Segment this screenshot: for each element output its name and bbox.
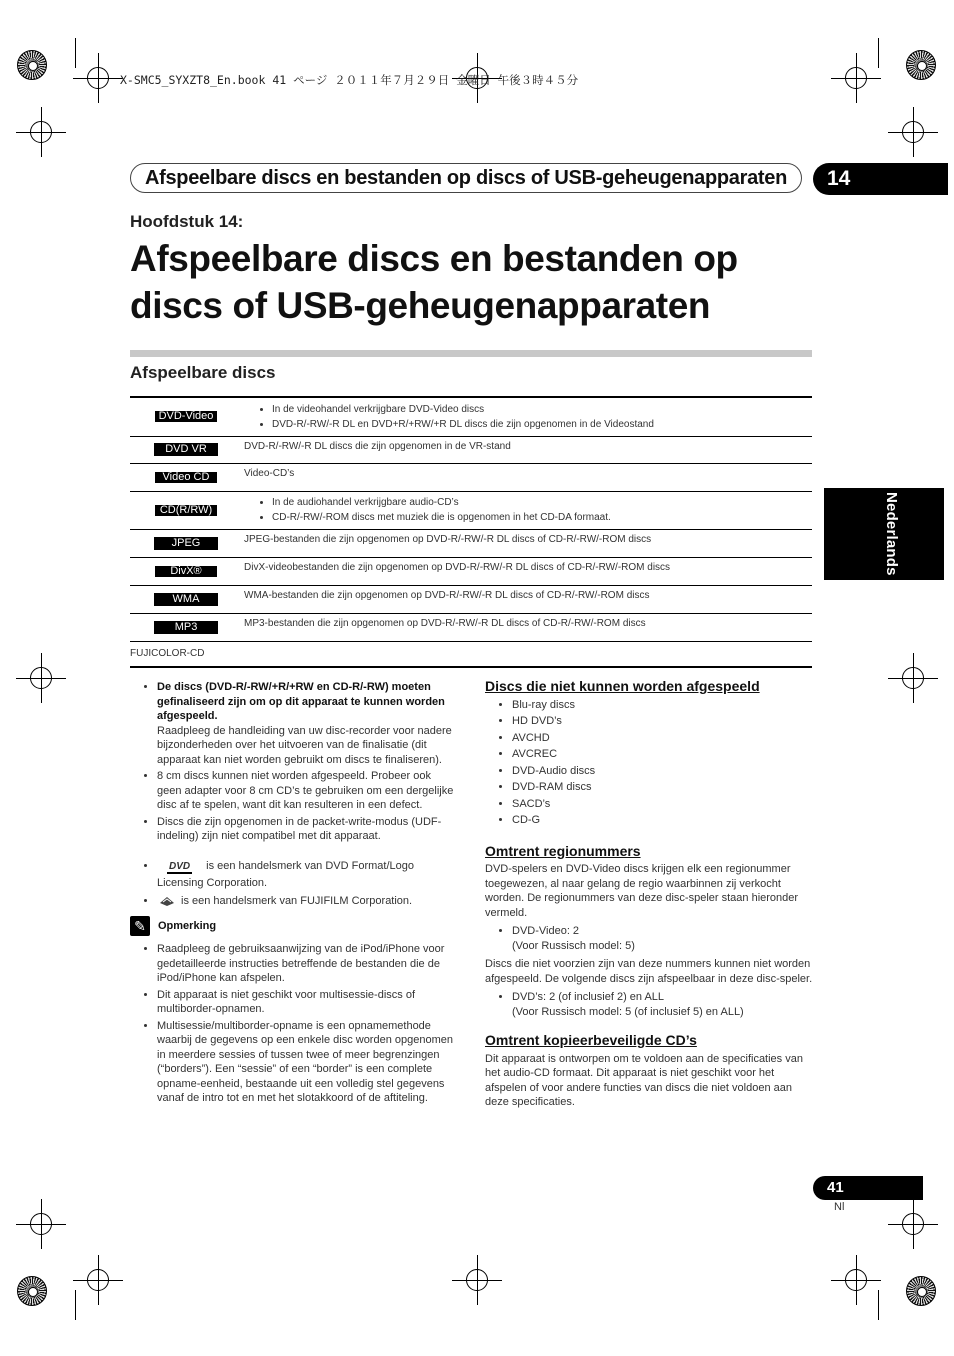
disc-table [130,396,812,668]
trim-line [878,38,879,68]
note-title: Opmerking [158,919,217,932]
table-row [130,397,812,436]
list-item: • In de videohandel verkrijgbare DVD-Video discs [272,402,812,417]
crosshair-mark [16,107,66,157]
divx-logo: DivX® [154,565,218,578]
crosshair-mark [73,53,123,103]
list-item: • Raadpleeg de gebruiksaanwijzing van de iPod/iPhone voor gedetailleerde instructies betreffende de bestanden die de iPod/iPhone kan afspelen. [157,942,456,986]
list-item: • In de audiohandel verkrijgbare audio-CD’s [272,495,812,510]
crosshair-mark [831,53,881,103]
dvd-logo: DVD [169,860,191,872]
chapter-title-line2: discs of USB-geheugenapparaten [130,285,711,326]
crosshair-mark [888,1199,938,1249]
list-item: • CD-G [512,813,813,828]
running-header-title: Afspeelbare discs en bestanden op discs of USB-geheugenapparaten [130,163,802,193]
right-column [485,679,813,1110]
region-dvds: • DVD’s: 2 (of inclusief 2) en ALL [512,991,665,1003]
registration-rosette-bottom-right [906,1276,936,1306]
table-row [130,585,812,613]
list-item [157,894,456,909]
list-item: • Discs die zijn opgenomen in de packet-write-modus (UDF-indeling) zijn niet compatibel met dit apparaat. [157,815,456,844]
list-item: • DVD-Audio discs [512,764,813,779]
left-column [130,680,456,1108]
copy-protected-text: Dit apparaat is ontworpen om te voldoen aan de specificaties van het audio-CD formaat. Dit apparaat is niet geschikt voor het afspelen of voor andere functies van discs die niet voldoen aan deze specificaties. [485,1052,803,1108]
region-dvds-russian: (Voor Russisch model: 5 (of inclusief 5) en ALL) [512,1005,744,1018]
list-item: • CD-R/-RW/-ROM discs met muziek die is opgenomen in het CD-DA formaat. [272,510,812,525]
region-paragraph-2: Discs die niet voorzien zijn van deze nummers kunnen niet worden afgespeeld. De volgende discs zijn afspeelbaar in deze disc-speler. [485,958,813,985]
dvd-video-logo: DVD-Video [154,410,218,423]
fuji-trademark-text: is een handelsmerk van FUJIFILM Corporation. [181,894,413,907]
section-title: Afspeelbare discs [130,363,276,382]
list-item: • Dit apparaat is niet geschikt voor multisessie-discs of multiborder-opnamen. [157,988,456,1017]
region-paragraph: DVD-spelers en DVD-Video discs krijgen elk een regionummer toegewezen, al naar gelang de regio waarbinnen zij verkocht worden. De regionummers van deze disc-speler staan hieronder vermeld. [485,863,799,919]
table-cell: MP3-bestanden die zijn opgenomen op DVD-R/-RW/-R DL discs of CD-R/-RW/-ROM discs [242,613,812,641]
region-dvd-video: • DVD-Video: 2 [512,925,580,937]
note-icon: ✎ [130,916,150,936]
region-dvd-video-russian: (Voor Russisch model: 5) [512,939,635,952]
copy-protected-heading: Omtrent kopieerbeveiligde CD’s [485,1032,697,1048]
language-side-tab [824,488,944,580]
dvd-vr-logo: DVD VR [154,443,218,456]
registration-rosette-bottom-left [17,1276,47,1306]
chapter-number-tab: 14 [813,163,948,195]
table-cell: WMA-bestanden die zijn opgenomen op DVD-R/-RW/-R DL discs of CD-R/-RW/-ROM discs [242,585,812,613]
nonplayable-heading: Discs die niet kunnen worden afgespeeld [485,678,760,694]
chapter-title-line1: Afspeelbare discs en bestanden op [130,238,738,279]
cd-r-rw-logo: CD(R/RW) [154,504,218,517]
table-row [130,641,812,667]
crosshair-mark [73,1255,123,1305]
dvd-trademark-text: is een handelsmerk van DVD Format/Logo Licensing Corporation. [157,859,415,889]
list-item: • Multisessie/multiborder-opname is een opnamemethode waarbij de gegevens op een enkele disc worden opgenomen in meerdere sessies of tussen twee of meer begrenzingen (“borders”). Een “sessie” of een “border” is een complete opname-eenheid, bestaande uit een volledig stel gegevens vanaf de intro tot en met het slotakkoord of de aftiteling. [157,1019,456,1106]
list-item: • AVCHD [512,731,813,746]
finalize-text: Raadpleeg de handleiding van uw disc-recorder voor nadere bijzonderheden over het uitvoeren van de finalisatie (dit apparaat kan niet worden gebruikt om discs te finaliseren). [157,724,452,766]
trim-line [878,1290,879,1320]
list-item: • AVCREC [512,747,813,762]
list-item [512,990,813,1019]
fujicolor-cd-label: FUJICOLOR-CD [130,641,812,667]
language-side-tab-label: Nederlands [883,492,900,576]
crosshair-mark [16,653,66,703]
list-item: • DVD-RAM discs [512,780,813,795]
table-cell: Video-CD’s [242,463,812,491]
crosshair-mark [452,1255,502,1305]
video-cd-logo: Video CD [154,471,218,484]
table-cell: DivX-videobestanden die zijn opgenomen op DVD-R/-RW/-R DL discs of CD-R/-RW/-ROM discs [242,557,812,585]
table-row [130,529,812,557]
table-row [130,436,812,463]
fujifilm-logo [159,895,175,907]
list-item: • SACD’s [512,797,813,812]
jpeg-logo: JPEG [154,537,218,550]
section-divider [130,350,812,357]
list-item [157,858,456,892]
table-row [130,557,812,585]
trim-line [75,38,76,68]
mp3-logo: MP3 [154,621,218,634]
table-row [130,491,812,529]
crosshair-mark [888,653,938,703]
chapter-title [130,235,810,329]
crosshair-mark [831,1255,881,1305]
list-item: • DVD-R/-RW/-R DL en DVD+R/+RW/+R DL discs die zijn opgenomen in de Videostand [272,417,812,432]
list-item [157,680,456,767]
chapter-label: Hoofdstuk 14: [130,212,244,231]
wma-logo: WMA [154,593,218,606]
table-cell: JPEG-bestanden die zijn opgenomen op DVD-R/-RW/-R DL discs of CD-R/-RW/-ROM discs [242,529,812,557]
table-row [130,613,812,641]
list-item: • Blu-ray discs [512,698,813,713]
registration-rosette-top-right [906,50,936,80]
trim-line [75,1290,76,1320]
finalize-warning: • De discs (DVD-R/-RW/+R/+RW en CD-R/-RW) moeten gefinaliseerd zijn om op dit apparaat te kunnen worden afgespeeld. [157,681,445,722]
table-cell: DVD-R/-RW/-R DL discs die zijn opgenomen in de VR-stand [242,436,812,463]
list-item [512,924,813,953]
registration-rosette-top-left [17,50,47,80]
file-header: X-SMC5_SYXZT8_En.book 41 ページ ２０１１年７月２９日 金曜日 午後３時４５分 [120,73,579,87]
list-item: • 8 cm discs kunnen niet worden afgespeeld. Probeer ook geen adapter voor 8 cm CD’s te gebruiken om een dergelijke disc af te spelen, want dit kan resulteren in een defect. [157,769,456,813]
page-number: 41 [813,1176,923,1200]
crosshair-mark [16,1199,66,1249]
list-item: • HD DVD’s [512,714,813,729]
table-row [130,463,812,491]
page-language-code: Nl [834,1201,845,1213]
crosshair-mark [888,107,938,157]
region-heading: Omtrent regionummers [485,842,641,859]
